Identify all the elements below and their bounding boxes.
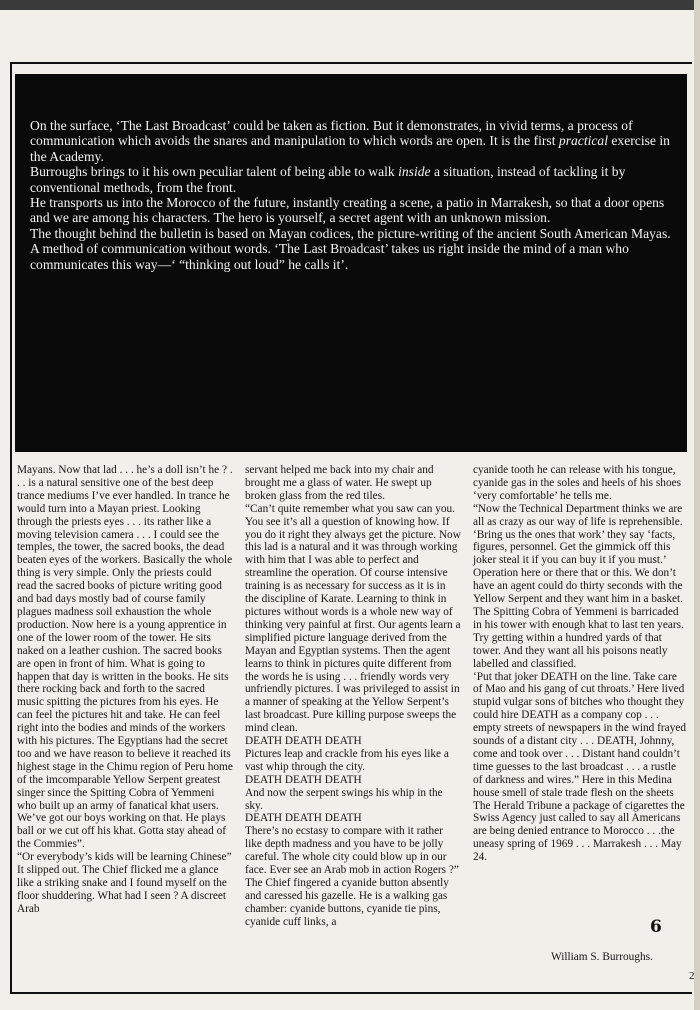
column-paragraph: “Or everybody’s kids will be learning Chinese” It slipped out. The Chief flicked me a glance like a striking snake and I found myself on the floor shuddering. What had I seen ? A discreet Arab (17, 851, 232, 915)
column-paragraph: There’s no ecstasy to compare with it rather like depth madness and you have to be jolly careful. The whole city could blow up in our face. Ever see an Arab mob in action Rogers ?” (245, 825, 459, 877)
handwritten-mark: 6 (650, 917, 662, 937)
scan-right-edge (694, 0, 700, 1010)
column-paragraph: Pictures leap and crackle from his eyes like a vast whip through the city. (245, 747, 449, 773)
column-paragraph: DEATH DEATH DEATH (245, 812, 362, 825)
text-column-2 (245, 464, 461, 929)
intro-emphasis: inside (398, 164, 431, 180)
column-paragraph: “Now the Technical Department thinks we are all as crazy as our way of life is reprehensible. (473, 502, 683, 528)
intro-text: On the surface, ‘The Last Broadcast’ could be taken as fiction. But it demonstrates, in vivid terms, a process of communication which avoids the snares and manipulation to which words are open. It is the first (30, 118, 633, 149)
intro-paragraph: He transports us into the Morocco of the future, instantly creating a scene, a patio in Marrakesh, so that a door opens and we are among his characters. The hero is yourself, a secret agent with an unknown mission. (30, 195, 665, 226)
column-paragraph: DEATH DEATH DEATH (245, 735, 362, 748)
column-paragraph: ‘Put that joker DEATH on the line. Take care of Mao and his gang of cut throats.’ Here lived stupid vulgar sons of bitches who thought they could hire DEATH as a company cop . . . empty streets of newspapers in the wind frayed sounds of a distant city . . . DEATH, Johnny, come and took over . . . Distant hand couldn’t time guesses to the last broadcast . . . a rustle of darkness and wires.” Here in this Medina house smell of stale trade flesh on the sheets The Herald Tribune a package of cigarettes the Swiss Agency just called to say all Americans are being denied entrance to Morocco . . .the uneasy spring of 1969 . . . Marrakesh . . . May 24. (473, 670, 687, 864)
intro-paragraph: The thought behind the bulletin is based on Mayan codices, the picture-writing of the ancient South American Mayas. A method of communication without words. ‘The Last Broadcast’ takes us right inside the mind of a man who communicates this way—‘ “thinking out loud” he calls it’. (30, 225, 671, 272)
text-column-3 (473, 464, 688, 864)
page-number: 2 (689, 970, 695, 982)
column-paragraph: The Chief fingered a cyanide button absently and caressed his gazelle. He is a walking gas chamber: cyanide buttons, cyanide tie pins, cyanide cuff links, a (245, 877, 449, 928)
intro-text: a situation, instead of tackling it by conventional methods, from the front. (30, 164, 626, 195)
intro-text: Burroughs brings to it his own peculiar talent of being able to walk (30, 164, 399, 180)
text-column-1 (17, 464, 233, 916)
column-paragraph: And now the serpent swings his whip in the sky. (245, 786, 443, 812)
scan-top-edge (0, 0, 700, 10)
intro-panel (15, 74, 687, 452)
column-paragraph: “Can’t quite remember what you saw can you. You see it’s all a question of knowing how. If you do it right they always get the picture. Now this lad is a natural and it was through working with him that I was able to perfect and streamline the operation. Of course intensive training is as necessary for success as it is in the discipline of Karate. Learning to think in pictures without words is a whole new way of thinking very painful at first. Our agents learn a simplified picture language derived from the Mayan and Egyptian systems. Then the agent learns to think in pictures quite different from the words he is using . . . friendly words very unfriendly pictures. I was privileged to assist in a manner of speaking at the Yellow Serpent’s last broadcast. Pure killing purpose sweeps the mind clean. (245, 502, 461, 735)
column-paragraph: Operation here or there that or this. We don’t have an agent could do thirty seconds with the Yellow Serpent and they want him in a basket. The Spitting Cobra of Yemmeni is barricaded in his tower with enough khat to last ten years. Try getting within a hundred yards of that tower. And they want all his poisons neatly labelled and classified. (473, 567, 684, 670)
column-paragraph: Mayans. Now that lad . . . he’s a doll isn’t he ? . . . is a natural sensitive one of the best deep trance mediums I’ve ever handled. In trance he would turn into a Mayan priest. Looking through the priests eyes . . . its rather like a moving television camera . . . I could see the temples, the tower, the sacred books, the dead beaten eyes of the workers. Basically the whole thing is very simple. Only the priests could read the sacred books of picture writing good and bad days mostly bad of course family plagues madness soil exhaustion the whole production. Now here is a young apprentice in one of the lower room of the tower. He sits naked on a leather cushion. The sacred books are open in front of him. What is going to happen that day is written in the books. He sits there rocking back and forth to the sacred music spitting the pictures from his eyes. He can feel the pictures hit and take. He can feel right into the bodies and minds of the workers with his pictures. The Egyptians had the secret too and we have reason to believe it reached its highest stage in the Chimu region of Peru home of the imcomparable Yellow Serpent greatest singer since the Spitting Cobra of Yemmeni who built up an army of fanatical khat users. We’ve got our boys working on that. He plays ball or we cut off his khat. Gotta stay ahead of the Commies”. (17, 464, 233, 851)
column-paragraph: cyanide tooth he can release with his tongue, cyanide gas in the soles and heels of his shoes ‘very comfortable’ he tells me. (473, 464, 682, 502)
column-paragraph: DEATH DEATH DEATH (245, 773, 362, 786)
column-paragraph: servant helped me back into my chair and brought me a glass of water. He swept up broken glass from the red tiles. (245, 464, 434, 502)
intro-paragraph (30, 164, 673, 195)
column-paragraph: ‘Bring us the ones that work’ they say ‘facts, figures, personnel. Get the gimmick off this joker steal it if you can buy it if you must.’ (473, 528, 676, 567)
intro-text: exercise in the Academy. (30, 133, 670, 164)
author-signature: William S. Burroughs. (551, 951, 653, 963)
intro-paragraph (30, 118, 673, 164)
intro-emphasis: practical (558, 133, 608, 149)
